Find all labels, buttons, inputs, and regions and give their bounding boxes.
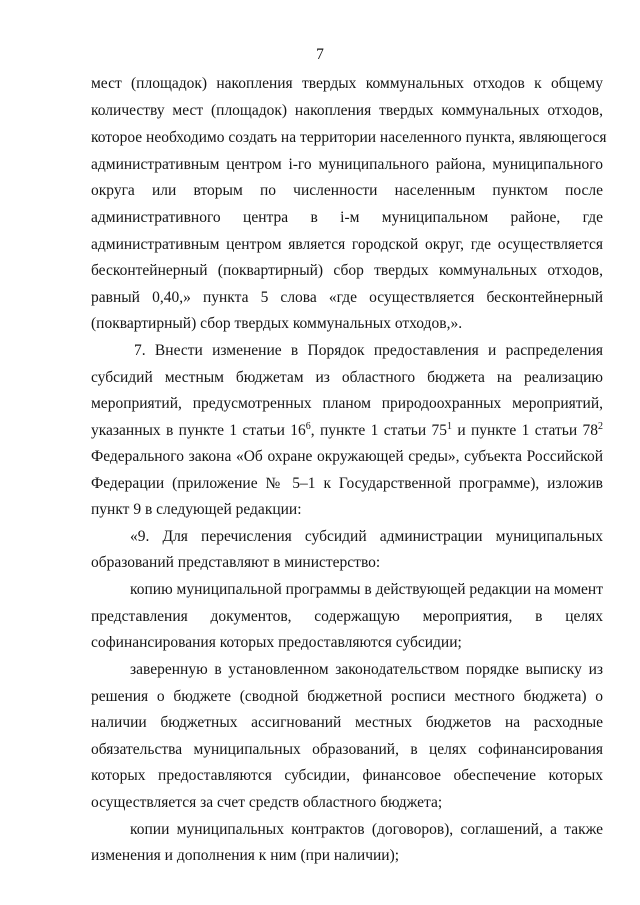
text-line: количеству мест (площадок) накопления твердых коммунальных отходов, (91, 102, 603, 119)
text-line: обязательства муниципальных образований, в целях софинансирования (91, 741, 603, 758)
list-item-start: заверенную в установленном законодательством порядке выписку из (130, 661, 603, 678)
text-line: Федерации (приложение № 5–1 к Государственной программе), изложив (91, 475, 603, 492)
text-line: наличии бюджетных ассигнований местных бюджетов на расходные (91, 714, 603, 731)
text-line: административным центром i-го муниципального района, муниципального (91, 156, 603, 173)
list-item-start: копию муниципальной программы в действующей редакции на момент (130, 581, 603, 598)
text-line: представления документов, содержащую мероприятия, в целях (91, 608, 603, 625)
text-line: округа или вторым по численности населенным пунктом после (91, 182, 603, 199)
text-line: мест (площадок) накопления твердых коммунальных отходов к общему (91, 75, 603, 92)
superscript: 2 (598, 421, 604, 432)
text-line: изменения и дополнения к ним (при наличии); (91, 847, 400, 864)
page-number: 7 (316, 46, 324, 63)
text-line: административного центра в i-м муниципальном районе, где (91, 209, 603, 226)
text-line-with-superscripts (91, 421, 603, 441)
text-fragment: , пункте 1 статьи 75 (310, 422, 447, 439)
text-line: осуществляется за счет средств областного бюджета; (91, 794, 443, 811)
text-line: административным центром является городской округ, где осуществляется (91, 236, 603, 253)
text-line: субсидий местным бюджетам из областного бюджета на реализацию (91, 369, 603, 386)
superscript: 1 (447, 421, 452, 432)
quoted-point-9-start: «9. Для перечисления субсидий администрации муниципальных (130, 528, 603, 545)
text-line: равный 0,40,» пункта 5 слова «где осуществляется бесконтейнерный (91, 289, 603, 306)
text-line: которое необходимо создать на территории населенного пункта, являющегося (91, 129, 607, 146)
text-line: Федерального закона «Об охране окружающей среды», субъекта Российской (91, 448, 603, 465)
superscript: 6 (305, 421, 311, 432)
text-line: решения о бюджете (сводной бюджетной росписи местного бюджета) о (91, 688, 603, 705)
text-fragment: и пункте 1 статьи 78 (452, 422, 599, 439)
text-line: бесконтейнерный (поквартирный) сбор твердых коммунальных отходов, (91, 262, 603, 279)
text-line: пункт 9 в следующей редакции: (91, 501, 302, 518)
text-fragment: указанных в пункте 1 статьи 16 (91, 422, 306, 439)
text-line: мероприятий, предусмотренных планом природоохранных мероприятий, (91, 395, 603, 412)
list-item-start: копии муниципальных контрактов (договоров), соглашений, а также (130, 821, 603, 838)
text-line: софинансирования которых предоставляются субсидии; (91, 634, 462, 651)
text-line: (поквартирный) сбор твердых коммунальных отходов,». (91, 315, 463, 332)
text-line: образований представляют в министерство: (91, 554, 381, 571)
text-line: которых предоставляются субсидии, финансовое обеспечение которых (91, 767, 603, 784)
paragraph-7-start: 7. Внести изменение в Порядок предоставления и распределения (134, 342, 603, 359)
